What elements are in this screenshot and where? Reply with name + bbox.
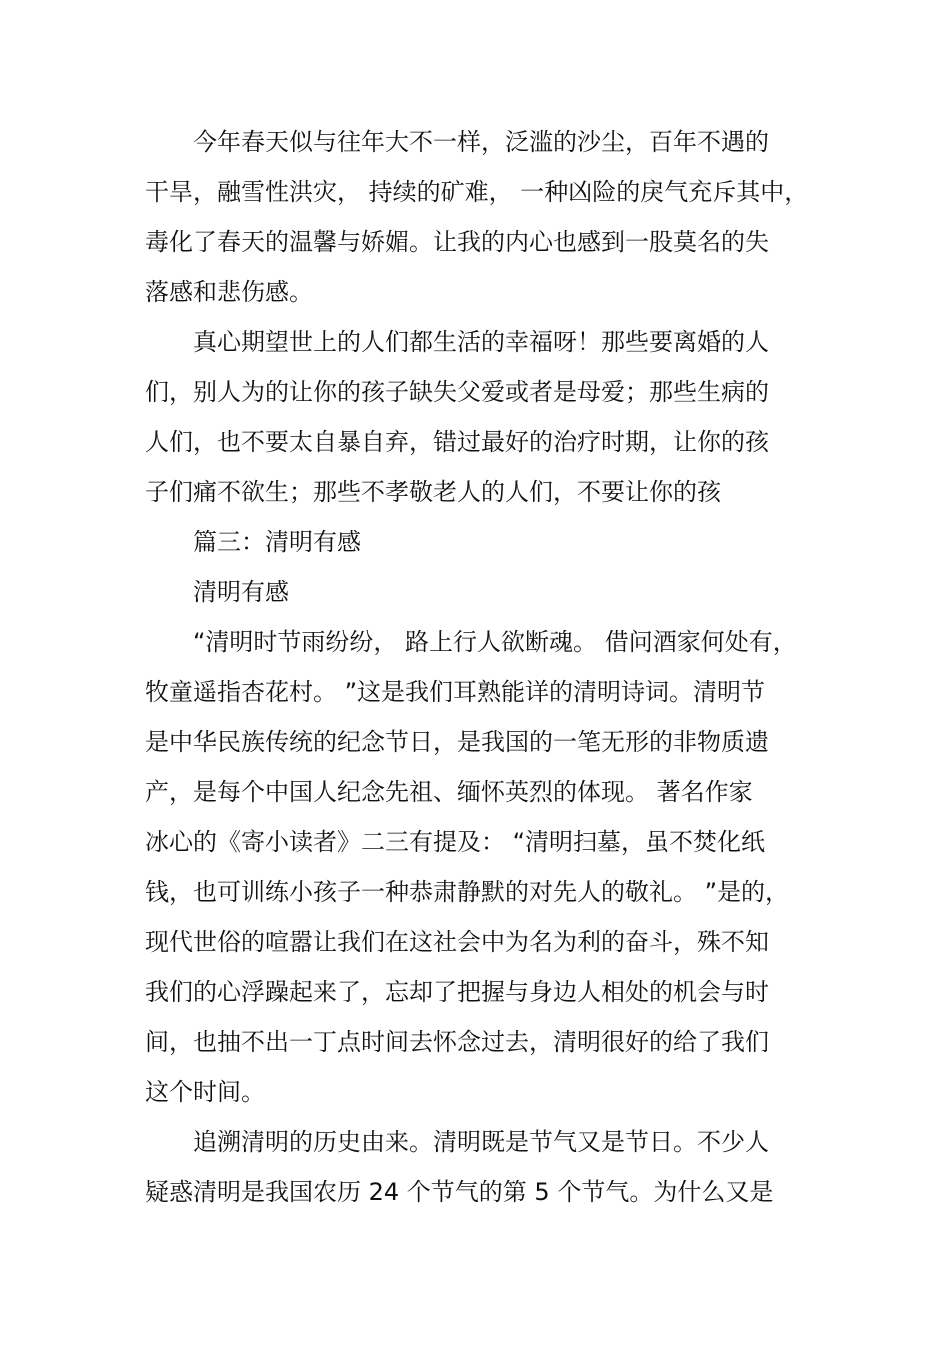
paragraph-line: 子们痛不欲生；那些不孝敬老人的人们，不要让你的孩 xyxy=(145,478,721,506)
paragraph-line: 干旱，融雪性洪灾， 持续的矿难， 一种凶险的戾气充斥其中， xyxy=(145,178,809,206)
paragraph-line: 我们的心浮躁起来了，忘却了把握与身边人相处的机会与时 xyxy=(145,978,769,1006)
paragraph-line: 产，是每个中国人纪念先祖、缅怀英烈的体现。 著名作家 xyxy=(145,778,753,806)
paragraph-line: 毒化了春天的温馨与娇媚。让我的内心也感到一股莫名的失 xyxy=(145,228,769,256)
paragraph-line: 今年春天似与往年大不一样，泛滥的沙尘，百年不遇的 xyxy=(193,128,769,156)
paragraph-line: 追溯清明的历史由来。清明既是节气又是节日。不少人 xyxy=(193,1128,769,1156)
paragraph-line: 牧童遥指杏花村。 ”这是我们耳熟能详的清明诗词。清明节 xyxy=(145,678,766,706)
paragraph-line: 人们，也不要太自暴自弃，错过最好的治疗时期，让你的孩 xyxy=(145,428,769,456)
article-title: 清明有感 xyxy=(193,578,289,606)
paragraph-line: 冰心的《寄小读者》二三有提及： “清明扫墓，虽不焚化纸 xyxy=(145,828,766,856)
paragraph-line: 是中华民族传统的纪念节日，是我国的一笔无形的非物质遗 xyxy=(145,728,769,756)
paragraph-line: 真心期望世上的人们都生活的幸福呀！那些要离婚的人 xyxy=(193,328,769,356)
paragraph-line: 们，别人为的让你的孩子缺失父爱或者是母爱；那些生病的 xyxy=(145,378,769,406)
paragraph-line: 疑惑清明是我国农历 24 个节气的第 5 个节气。为什么又是 xyxy=(145,1178,774,1206)
paragraph-line: 间，也抽不出一丁点时间去怀念过去，清明很好的给了我们 xyxy=(145,1028,769,1056)
paragraph-line: 现代世俗的喧嚣让我们在这社会中为名为利的奋斗，殊不知 xyxy=(145,928,769,956)
paragraph-line: 钱，也可训练小孩子一种恭肃静默的对先人的敬礼。 ”是的， xyxy=(145,878,790,906)
paragraph-line: 落感和悲伤感。 xyxy=(145,278,313,306)
paragraph-line: 这个时间。 xyxy=(145,1078,265,1106)
paragraph-line: “清明时节雨纷纷， 路上行人欲断魂。 借问酒家何处有， xyxy=(193,628,797,656)
section-heading: 篇三：清明有感 xyxy=(193,528,361,556)
